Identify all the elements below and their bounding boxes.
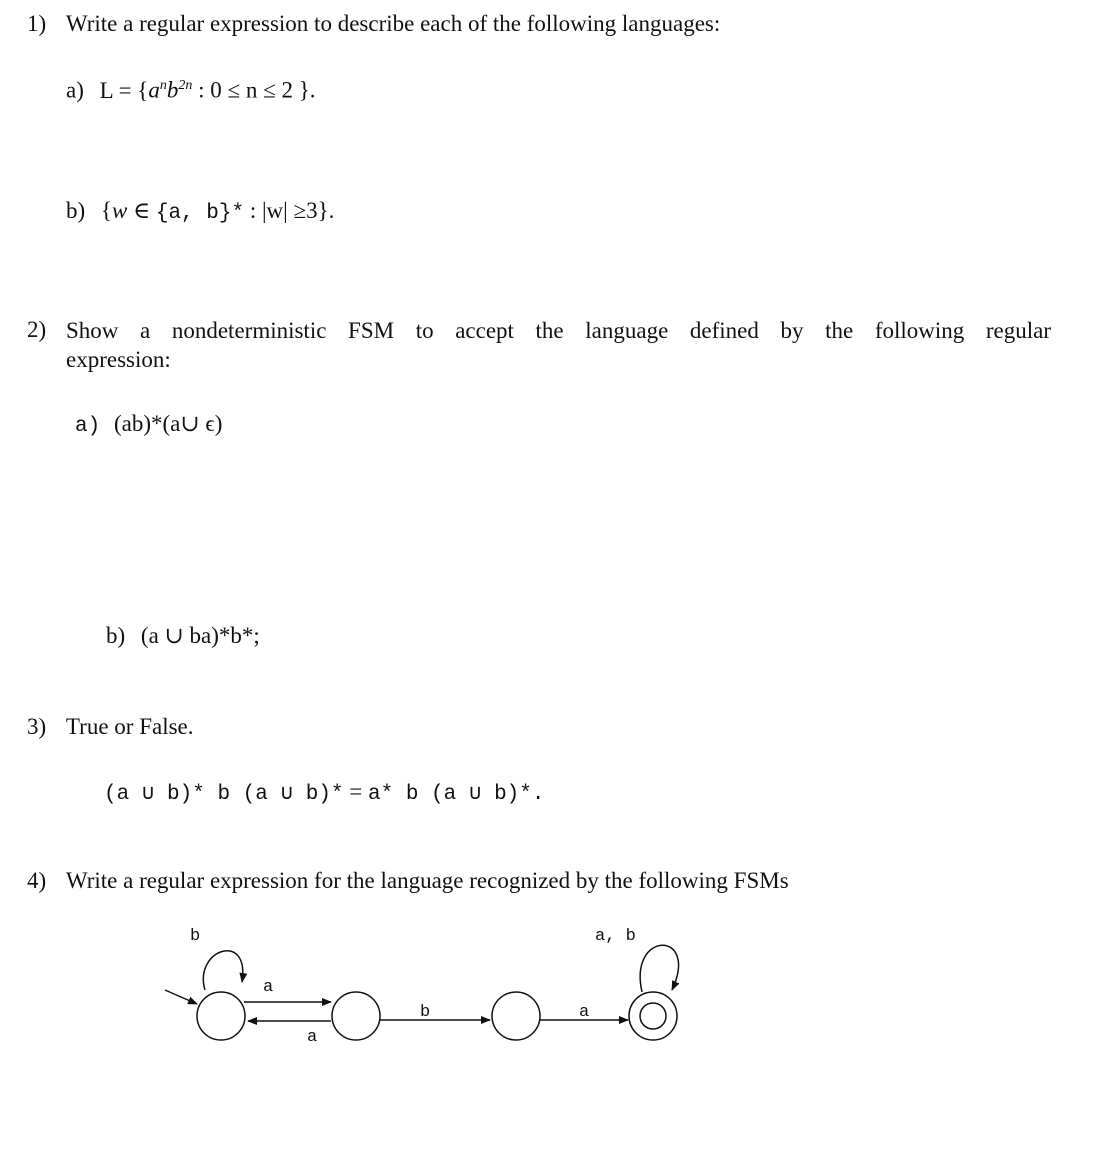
q1b-var-w: w xyxy=(111,198,128,223)
q2-number: 2) xyxy=(27,317,47,342)
q2b-expr: (a ∪ ba)*b*; xyxy=(140,623,260,648)
q3-prompt: True or False. xyxy=(65,714,194,739)
q1a-set-open: L = { xyxy=(99,77,149,103)
fsm-state-q1 xyxy=(332,992,380,1040)
fsm-label-q0-loop: b xyxy=(190,927,201,946)
q4-prompt: Write a regular expression for the language recognized by the following FSMs xyxy=(65,868,789,893)
fsm-start-arrow xyxy=(165,990,197,1004)
q1a-label: a) xyxy=(66,77,84,103)
q1a-var-a: a xyxy=(148,77,160,103)
fsm-state-q0 xyxy=(197,992,245,1040)
q1b-open: { xyxy=(100,198,112,223)
q4-number: 4) xyxy=(27,868,47,893)
q2-prompt-line1: Show a nondeterministic FSM to accept the language defined by the following regular xyxy=(66,318,1051,343)
fsm-label-q2-q3: a xyxy=(579,1003,590,1022)
q1b-alphabet: {a, b}* xyxy=(155,202,245,225)
fsm-loop-q3 xyxy=(640,945,678,992)
fsm-state-q2 xyxy=(492,992,540,1040)
q1-number: 1) xyxy=(27,11,47,36)
fsm-loop-q0 xyxy=(203,951,242,990)
q1a-condition: : 0 ≤ n ≤ 2 }. xyxy=(198,77,316,103)
fsm-label-q1-q0: a xyxy=(307,1028,318,1047)
q2a-label: a) xyxy=(75,415,101,438)
fsm-label-q1-q2: b xyxy=(420,1003,431,1022)
q1a-var-b: b xyxy=(166,77,179,103)
q2b-label: b) xyxy=(106,623,126,648)
q3-number: 3) xyxy=(27,714,47,739)
q1b-condition: : |w| ≥3}. xyxy=(244,198,335,223)
fsm-state-q3 xyxy=(629,992,677,1040)
q2a-expr: (ab)*(a∪ ϵ) xyxy=(113,411,223,436)
q3-lhs: (a ∪ b)* b (a ∪ b)* xyxy=(104,783,344,806)
fsm-label-q3-loop: a, b xyxy=(595,927,636,946)
q1-prompt: Write a regular expression to describe each of the following languages: xyxy=(65,11,721,36)
q1b-member: ∈ xyxy=(127,198,156,223)
fsm-label-q0-q1: a xyxy=(263,978,274,997)
q3-rhs: a* b (a ∪ b)*. xyxy=(368,783,545,806)
q1a-exp-n: n xyxy=(159,78,167,93)
q1a-exp-2n: 2n xyxy=(178,78,193,93)
q2-prompt-line2: expression: xyxy=(66,347,171,372)
q3-equals: = xyxy=(343,779,369,804)
q1b-label: b) xyxy=(66,198,86,223)
